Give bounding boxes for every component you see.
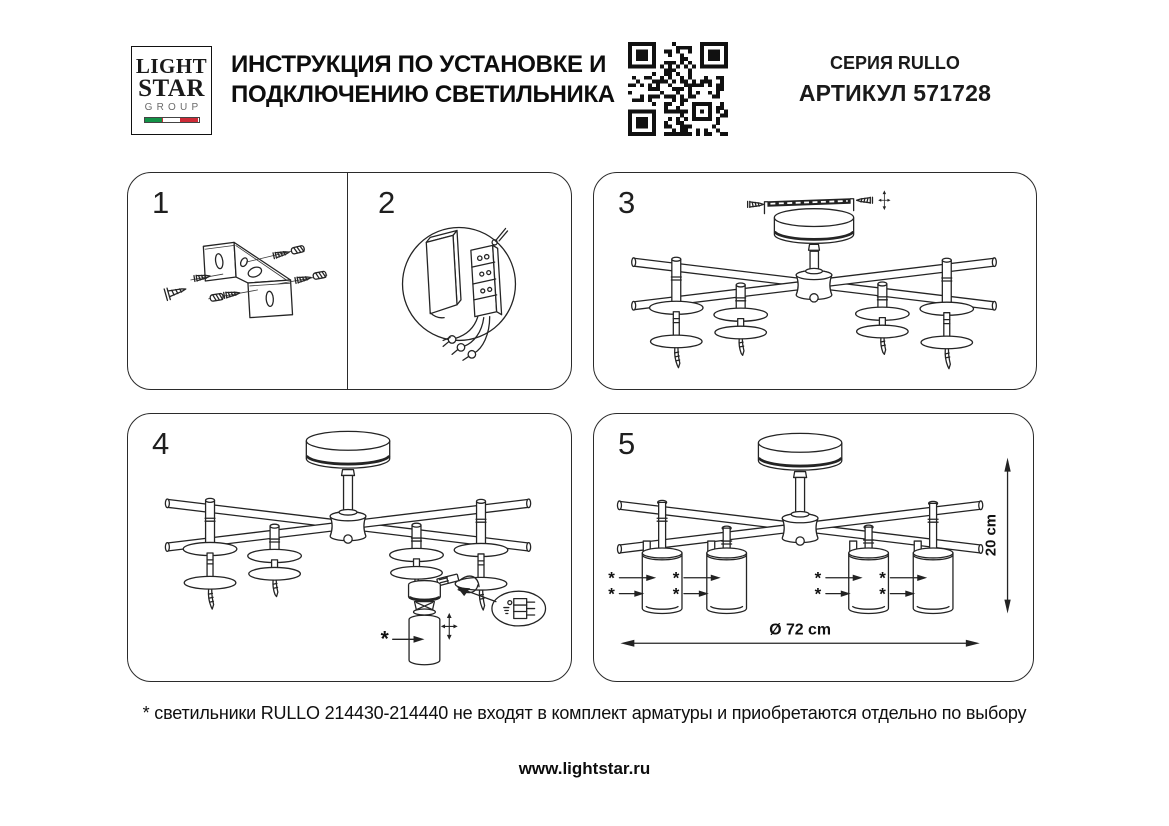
logo-text-light: LIGHT xyxy=(135,54,208,78)
chandelier-frame-drawing xyxy=(632,190,997,368)
series-label: СЕРИЯ RULLO xyxy=(830,53,960,73)
step-1-number: 1 xyxy=(152,185,170,220)
lightstar-logo xyxy=(131,46,212,135)
panel-step-4 xyxy=(127,413,572,682)
product-info xyxy=(758,53,1032,107)
wiring-detail-drawing xyxy=(403,227,516,360)
step-3-number: 3 xyxy=(618,185,636,220)
step-2-number: 2 xyxy=(378,185,396,220)
page-title xyxy=(231,50,615,110)
svg-text:*: * xyxy=(879,568,886,588)
diameter-label: Ø 72 cm xyxy=(769,621,831,639)
svg-text:*: * xyxy=(814,584,822,604)
svg-text:*: * xyxy=(672,568,680,588)
website-link: www.lightstar.ru xyxy=(518,759,651,778)
logo-text-star: STAR xyxy=(138,75,205,102)
svg-text:*: * xyxy=(672,584,680,604)
logo-text-group: GROUP xyxy=(144,102,203,113)
title-line-1: ИНСТРУКЦИЯ ПО УСТАНОВКЕ И xyxy=(231,51,607,78)
panel-step-5 xyxy=(593,413,1034,682)
step-5-drawing xyxy=(594,414,1033,681)
asterisk-mark: * xyxy=(380,627,389,651)
svg-text:*: * xyxy=(814,568,822,588)
panel-step-3 xyxy=(593,172,1037,390)
italian-flag-icon xyxy=(144,117,200,123)
svg-text:*: * xyxy=(608,568,615,588)
article-label: АРТИКУЛ 571728 xyxy=(798,80,992,106)
step-1-2-drawing xyxy=(128,173,571,389)
chandelier-assembly-drawing xyxy=(165,431,545,664)
panel-steps-1-2 xyxy=(127,172,572,390)
step-4-drawing xyxy=(128,414,571,681)
step-3-drawing xyxy=(594,173,1036,389)
svg-text:*: * xyxy=(879,584,886,604)
mounting-bracket-drawing xyxy=(164,242,327,317)
qr-code-icon xyxy=(628,42,728,136)
step-4-number: 4 xyxy=(152,426,170,461)
footnote: * светильники RULLO 214430-214440 не входят в комплект арматуры и приобретаются отдельно по выбору xyxy=(142,703,1027,723)
svg-text:*: * xyxy=(608,584,615,604)
finished-chandelier-drawing xyxy=(608,433,1010,646)
title-line-2: ПОДКЛЮЧЕНИЮ СВЕТИЛЬНИКА xyxy=(231,81,615,108)
step-5-number: 5 xyxy=(618,426,636,461)
height-label: 20 cm xyxy=(983,513,1000,557)
